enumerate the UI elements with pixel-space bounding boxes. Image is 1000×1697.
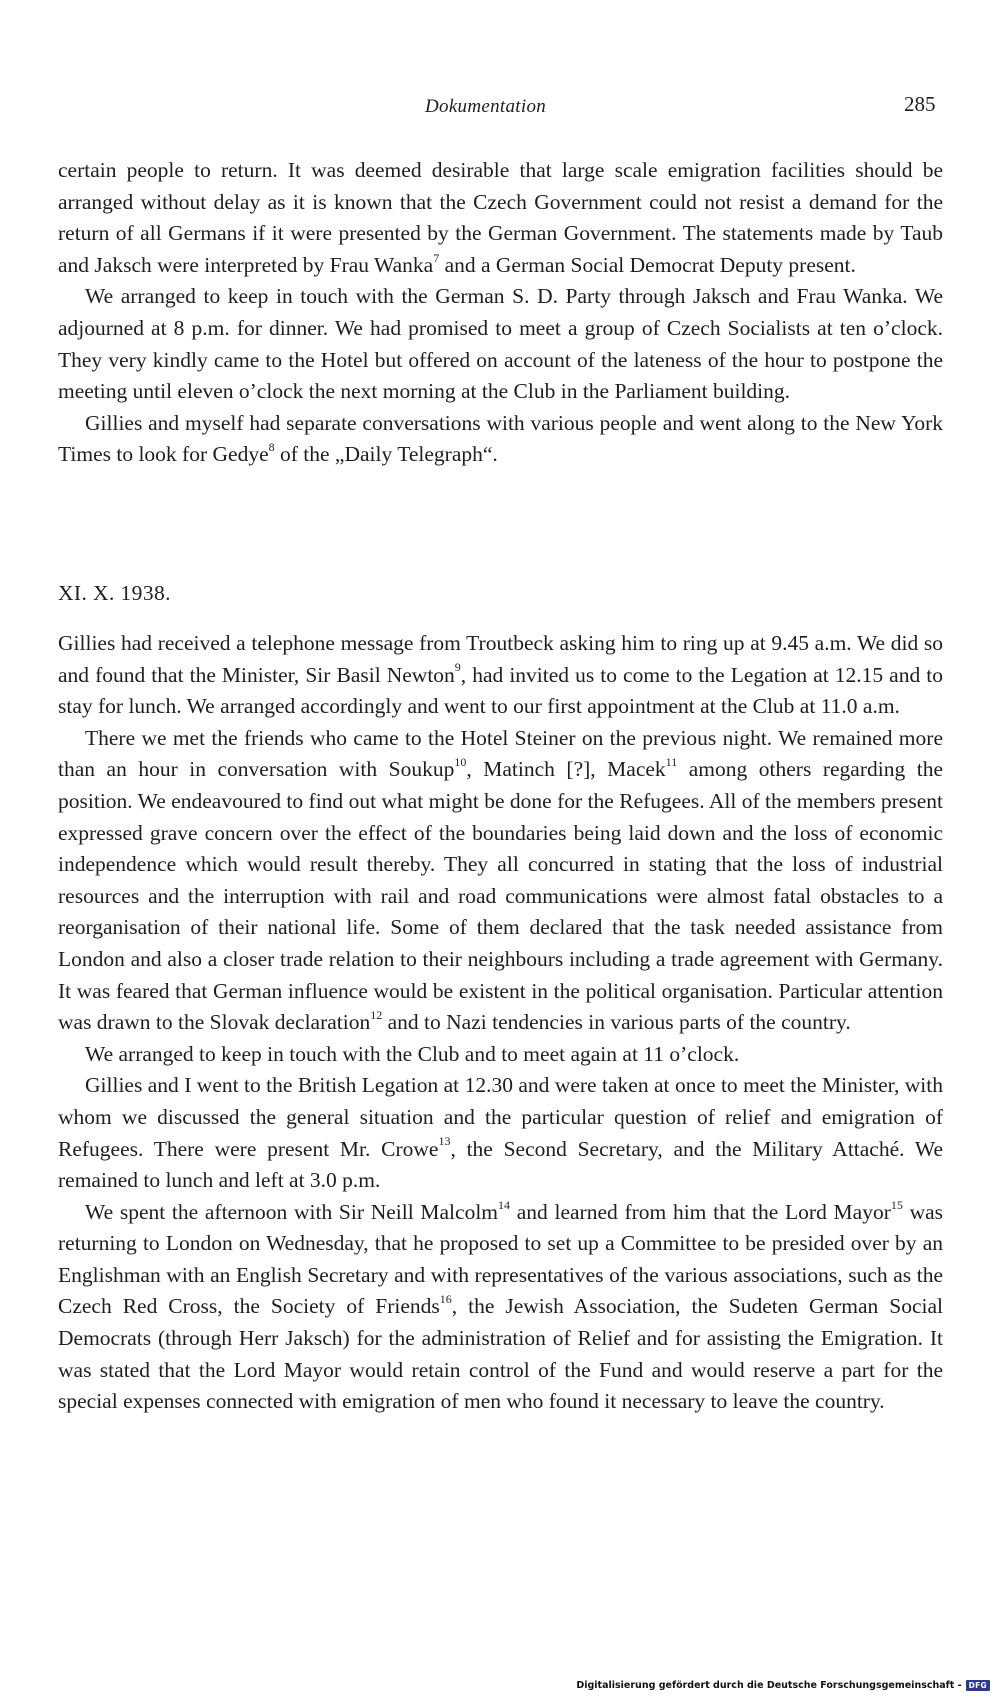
footnote-ref[interactable]: 10 <box>454 755 467 770</box>
footnote-ref[interactable]: 15 <box>890 1197 903 1212</box>
running-title: Dokumentation <box>425 96 547 117</box>
paragraph: Gillies and myself had separate conversations with various people and went along to the New York Times to look for Gedye$^8$ of the „Daily Telegraph“. <box>58 410 943 467</box>
text-block-continued <box>58 155 943 471</box>
paragraph: Gillies and I went to the British Legation at 12.30 and were taken at once to meet the Minister, with whom we discussed the general situation and the particular question of relief and emigration of Refugees. There were present Mr. Crowe$^{13}$, the Second Secretary, and the Military Attaché. We remained to lunch and left at 3.0 p.m. <box>58 1073 943 1193</box>
footnote-ref[interactable]: 14 <box>498 1197 511 1212</box>
paragraph: We spent the afternoon with Sir Neill Malcolm$^{14}$ and learned from him that the Lord Mayor$^{15}$ was returning to London on Wednesday, that he proposed to set up a Committee to be presided over by an Englishman with an English Secretary and with representatives of the various associations, such as the Czech Red Cross, the Society of Friends$^{16}$, the Jewish Association, the Sudeten German Social Democrats (through Herr Jaksch) for the administration of Relief and for assisting the Emigration. It was stated that the Lord Mayor would retain control of the Fund and would reserve a part for the special expenses connected with emigration of men who found it necessary to leave the country. <box>58 1197 944 1414</box>
footnote-ref[interactable]: 9 <box>454 660 461 675</box>
paragraph: We arranged to keep in touch with the German S. D. Party through Jaksch and Frau Wanka. We adjourned at 8 p.m. for dinner. We had promised to meet a group of Czech Socialists at ten o’clock. They very kindly came to the Hotel but offered on account of the lateness of the hour to postpone the meeting until eleven o’clock the next morning at the Club in the Parliament building. <box>58 284 943 404</box>
paragraph: We arranged to keep in touch with the Club and to meet again at 11 o’clock. <box>85 1041 740 1066</box>
dfg-logo: DFG <box>966 1680 990 1691</box>
digitization-footer <box>576 1680 990 1691</box>
page-number: 285 <box>904 92 936 116</box>
text-block-dated-entry <box>58 628 943 1418</box>
footnote-ref[interactable]: 11 <box>665 755 678 770</box>
paragraph: There we met the friends who came to the Hotel Steiner on the previous night. We remained more than an hour in conversation with Soukup$^{10}$, Matinch [?], Macek$^{11}$ among others regarding the position. We endeavoured to find out what might be done for the Refugees. All of the members present expressed grave concern over the effect of the boundaries being laid down and the loss of economic independence which would result thereby. They all concurred in stating that the loss of industrial resources and the interruption with rail and road communications were almost fatal obstacles to a reorganisation of their national life. Some of them declared that the task needed assistance from London and also a closer trade relation to their neighbours including a trade agreement with Germany. It was feared that German influence would be existent in the political organisation. Particular attention was drawn to the Slovak declaration$^{12}$ and to Nazi tendencies in various parts of the country. <box>58 725 943 1035</box>
footnote-ref[interactable]: 7 <box>433 250 440 265</box>
footnote-ref[interactable]: 8 <box>268 440 275 455</box>
paragraph: certain people to return. It was deemed desirable that large scale emigration facilities should be arranged without delay as it is known that the Czech Government could not resist a demand for the return of all Germans if it were presented by the German Government. The statements made by Taub and Jaksch were interpreted by Frau Wanka$^7$ and a German Social Democrat Deputy present. <box>58 158 943 277</box>
running-head <box>0 92 1000 122</box>
paragraph: Gillies had received a telephone message from Troutbeck asking him to ring up at 9.45 a.m. We did so and found that the Minister, Sir Basil Newton$^9$, had invited us to come to the Legation at 12.15 and to stay for lunch. We arranged accordingly and went to our first appointment at the Club at 11.0 a.m. <box>58 631 944 719</box>
footnote-ref[interactable]: 12 <box>370 1007 383 1022</box>
date-heading: XI. X. 1938. <box>58 581 171 605</box>
footer-text: Digitalisierung gefördert durch die Deutsche Forschungsgemeinschaft - <box>576 1680 962 1691</box>
footnote-ref[interactable]: 13 <box>438 1134 451 1149</box>
footnote-ref[interactable]: 16 <box>439 1292 452 1307</box>
